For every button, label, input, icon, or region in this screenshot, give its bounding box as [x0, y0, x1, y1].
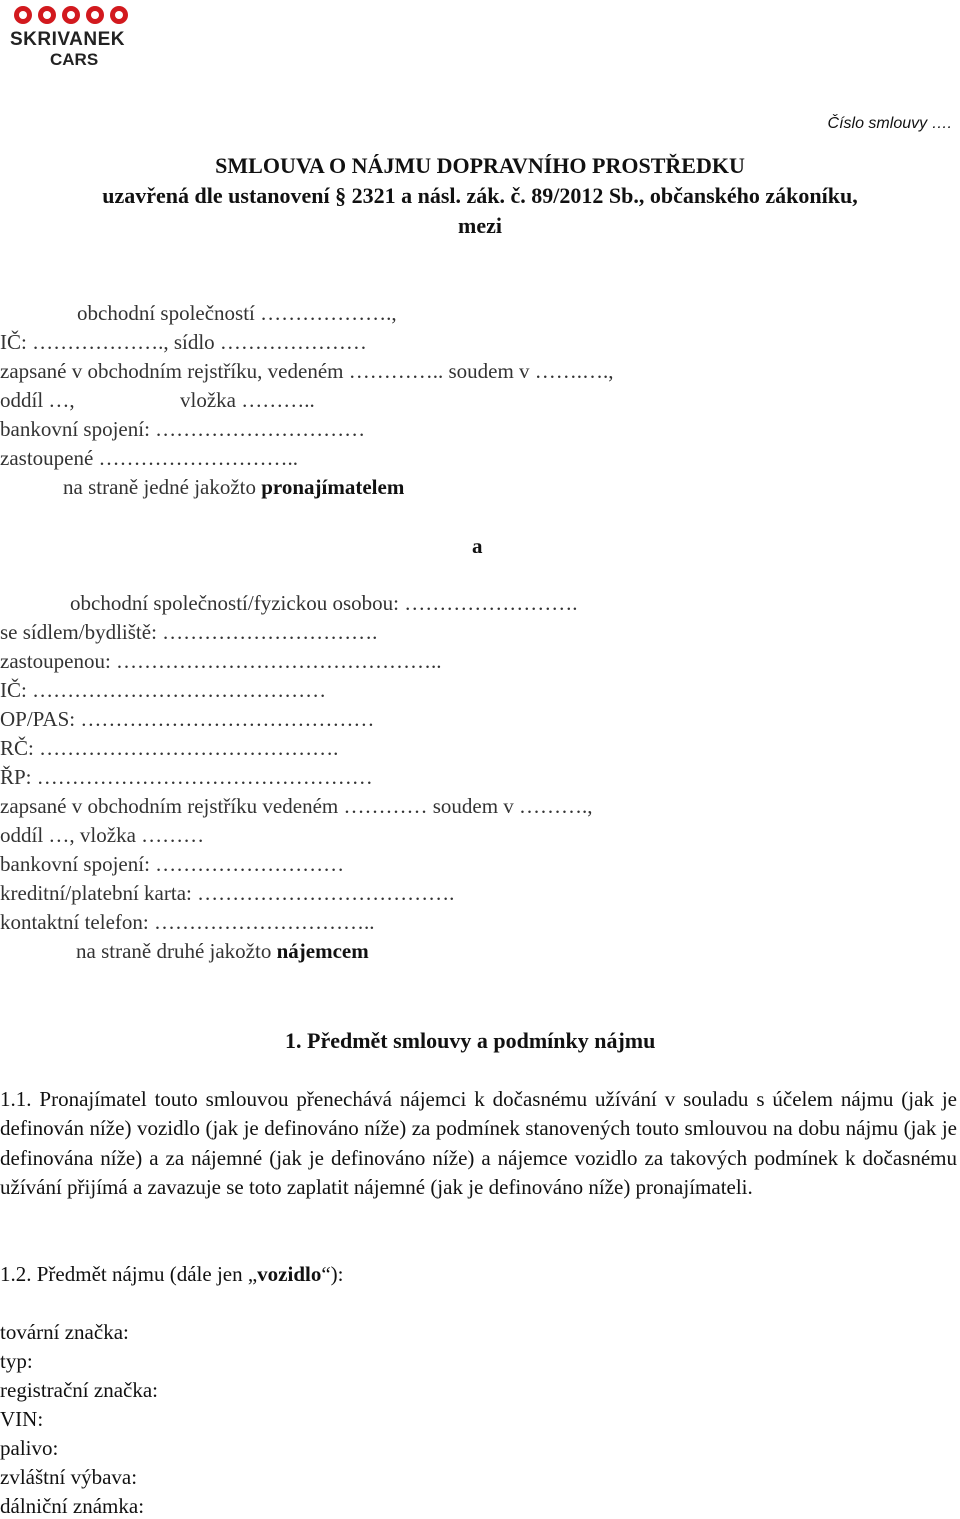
paragraph-1-2-term: vozidlo: [257, 1262, 322, 1286]
party1-ic: IČ: ………………., sídlo …………………: [0, 330, 367, 354]
party1-section: oddíl …,: [0, 388, 75, 412]
party1-registry: zapsané v obchodním rejstříku, vedeném ………….. soudem v …….….,: [0, 359, 614, 383]
party1-role-line: [63, 475, 404, 500]
document-subtitle: uzavřená dle ustanovení § 2321 a násl. zák. č. 89/2012 Sb., občanského zákoníku,: [102, 183, 858, 208]
party2-bank: bankovní spojení: ………………………: [0, 852, 345, 876]
party1-role: pronajímatelem: [261, 475, 405, 499]
and-separator: a: [472, 534, 483, 558]
field-vin: VIN:: [0, 1407, 44, 1431]
logo-name: SKRIVANEK: [10, 29, 125, 50]
steering-wheel-icon: [14, 6, 32, 24]
field-extra-equipment: zvláštní výbava:: [0, 1465, 138, 1489]
party2-section: oddíl …, vložka ………: [0, 823, 205, 847]
document-subtitle-between: mezi: [458, 213, 502, 238]
party2-rc: RČ: …………………………………….: [0, 736, 339, 760]
paragraph-1-1: 1.1. Pronajímatel touto smlouvou přenechává nájemci k dočasnému užívání v souladu s účelem nájmu (jak je definován níže) vozidlo (jak je definováno níže) za podmínek stanovených touto smlouvou na dobu nájmu (jak je definována níže) a za nájemné (jak je definováno níže) a nájemce vozidlo za takových podmínek k dočasnému užívání přijímá a zavazuje se toto zaplatit nájemné (jak je definováno níže) pronajímateli.: [0, 1087, 957, 1199]
paragraph-1-2: [0, 1262, 344, 1287]
company-logo: [10, 6, 150, 76]
logo-sub: CARS: [50, 50, 99, 69]
field-fuel: palivo:: [0, 1436, 59, 1460]
field-registration: registrační značka:: [0, 1378, 158, 1402]
field-brand: tovární značka:: [0, 1320, 129, 1344]
party2-passport: OP/PAS: ……………………………………: [0, 707, 375, 731]
logo-wheels: [14, 6, 150, 24]
paragraph-1-2-prefix: 1.2. Předmět nájmu (dále jen „: [0, 1262, 258, 1286]
party2-card: kreditní/platební karta: ……………………………….: [0, 881, 455, 905]
steering-wheel-icon: [110, 6, 128, 24]
steering-wheel-icon: [38, 6, 56, 24]
field-highway-sticker: dálniční známka:: [0, 1494, 145, 1518]
party1-company: obchodní společností ……………….,: [77, 301, 397, 325]
party2-role: nájemcem: [276, 939, 369, 963]
party2-rp: ŘP: …………………………………………: [0, 765, 373, 789]
party2-seat: se sídlem/bydliště: ………………………….: [0, 620, 378, 644]
document-title: SMLOUVA O NÁJMU DOPRAVNÍHO PROSTŘEDKU: [215, 153, 745, 178]
party2-phone: kontaktní telefon: …………………………..: [0, 910, 375, 934]
steering-wheel-icon: [62, 6, 80, 24]
contract-number: Číslo smlouvy ….: [827, 115, 952, 132]
party2-role-prefix: na straně druhé jakožto: [76, 939, 277, 963]
party2-ic: IČ: ……………………………………: [0, 678, 327, 702]
field-type: typ:: [0, 1349, 33, 1373]
section1-heading: 1. Předmět smlouvy a podmínky nájmu: [285, 1028, 656, 1053]
party2-role-line: [76, 939, 369, 964]
party1-represented: zastoupené ………………………..: [0, 446, 299, 470]
party2-registry: zapsané v obchodním rejstříku vedeném ………… soudem v ……….,: [0, 794, 593, 818]
party2-company: obchodní společností/fyzickou osobou: …………………….: [70, 591, 578, 615]
party2-represented: zastoupenou: ………………………………………..: [0, 649, 442, 673]
steering-wheel-icon: [86, 6, 104, 24]
party1-bank: bankovní spojení: …………………………: [0, 417, 366, 441]
party1-role-prefix: na straně jedné jakožto: [63, 475, 262, 499]
party1-insert: vložka ………..: [180, 388, 315, 412]
paragraph-1-2-suffix: “):: [321, 1262, 344, 1286]
